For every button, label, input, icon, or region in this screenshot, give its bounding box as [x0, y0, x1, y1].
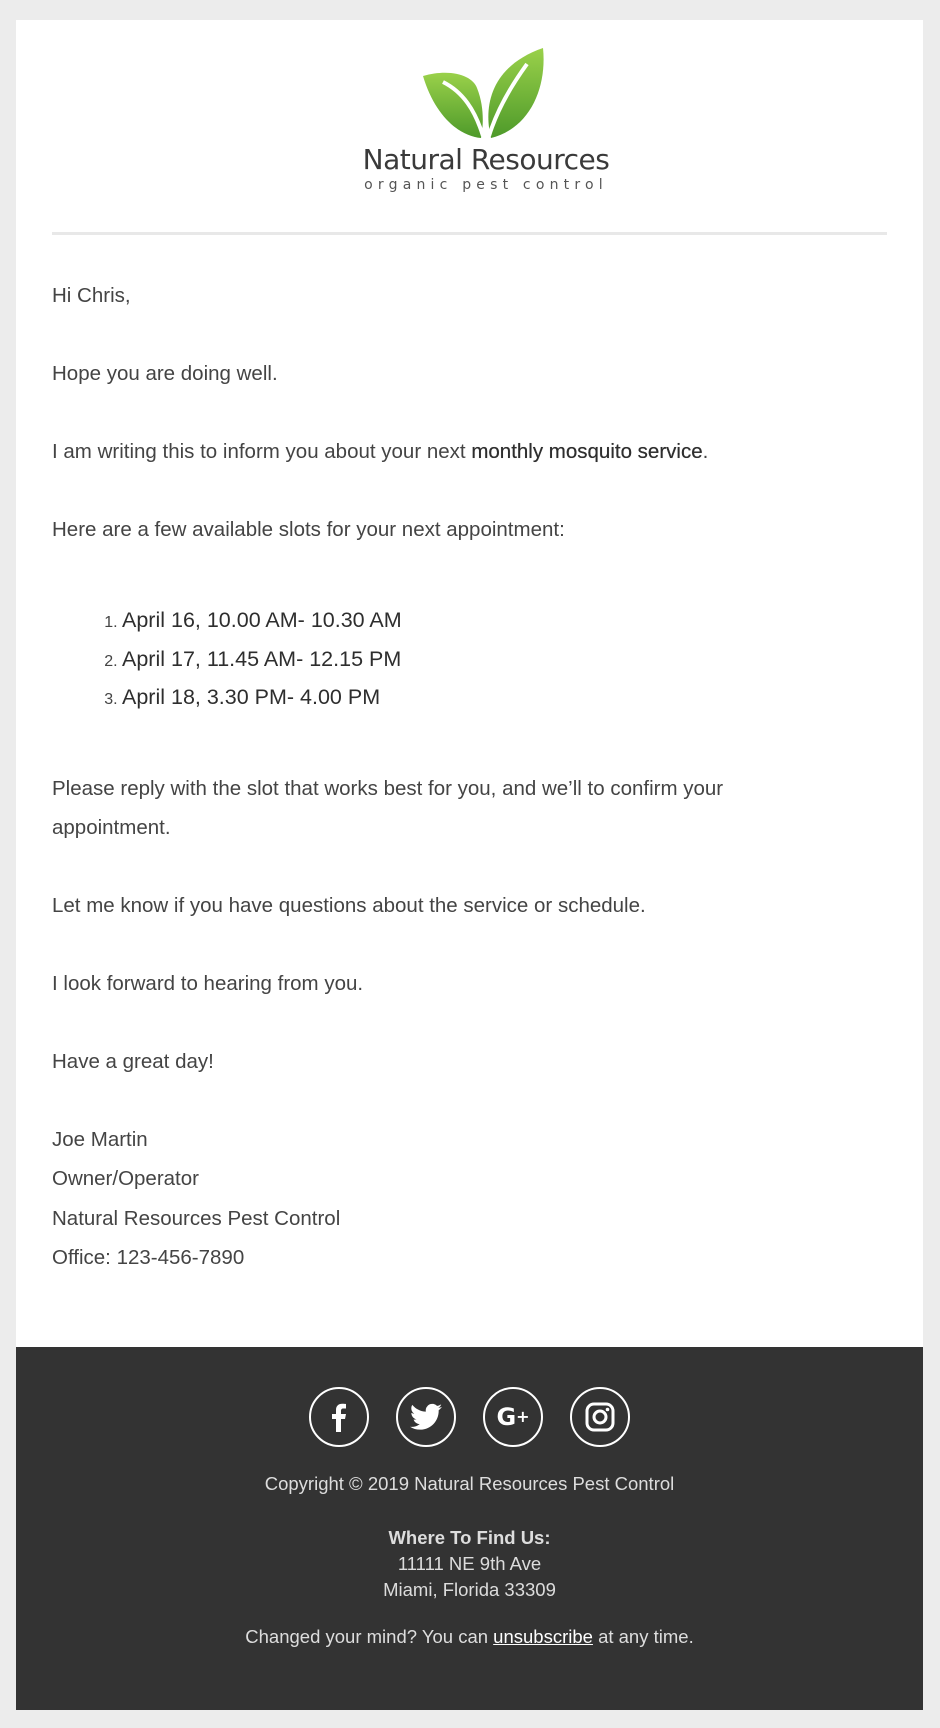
unsubscribe-text — [16, 1626, 923, 1648]
unsubscribe-link[interactable]: unsubscribe — [493, 1626, 593, 1647]
address-line: Miami, Florida 33309 — [383, 1579, 556, 1600]
footer — [16, 1347, 923, 1710]
paragraph: I look forward to hearing from you. — [52, 971, 364, 995]
paragraph: Here are a few available slots for your next appointment: — [52, 518, 565, 541]
signature-company: Natural Resources Pest Control — [52, 1206, 341, 1230]
text: at any time. — [592, 1626, 694, 1647]
slot-item: 2. April 17, 11.45 AM- 12.15 PM — [122, 640, 892, 679]
email-body — [52, 276, 892, 1278]
signature-phone: Office: 123-456-7890 — [52, 1246, 245, 1269]
service-name: monthly mosquito service — [471, 440, 703, 463]
greeting: Hi Chris, — [52, 284, 131, 307]
paragraph: Have a great day! — [52, 1049, 214, 1073]
text: I am writing this to inform you about your next — [52, 440, 472, 463]
instagram-icon[interactable] — [570, 1387, 630, 1447]
signature-name: Joe Martin — [52, 1127, 148, 1151]
facebook-icon[interactable] — [309, 1387, 369, 1447]
divider — [52, 232, 887, 235]
text: Changed your mind? You can — [245, 1626, 494, 1647]
google-plus-icon[interactable]: G+ — [483, 1387, 543, 1447]
brand-tagline: organic pest control — [364, 177, 608, 193]
paragraph: Hope you are doing well. — [52, 362, 278, 385]
logo — [336, 46, 636, 216]
twitter-icon[interactable] — [396, 1387, 456, 1447]
brand-name: Natural Resources — [362, 143, 610, 176]
text: . — [702, 440, 709, 463]
paragraph: Please reply with the slot that works best for you, and we’ll to confirm your appointment. — [52, 776, 724, 839]
social-links — [16, 1387, 923, 1447]
address-line: 11111 NE 9th Ave — [397, 1553, 542, 1574]
paragraph — [52, 432, 892, 471]
slot-item: 3. April 18, 3.30 PM- 4.00 PM — [122, 678, 892, 717]
slot-list — [52, 601, 892, 717]
slot-item: 1. April 16, 10.00 AM- 10.30 AM — [122, 601, 892, 640]
address-heading: Where To Find Us: — [388, 1527, 551, 1548]
copyright: Copyright © 2019 Natural Resources Pest Control — [264, 1473, 675, 1494]
leaf-logo-icon — [421, 46, 551, 142]
signature-title: Owner/Operator — [52, 1167, 199, 1190]
signature — [52, 1120, 892, 1278]
paragraph: Let me know if you have questions about the service or schedule. — [52, 893, 646, 917]
address-block — [16, 1525, 923, 1603]
